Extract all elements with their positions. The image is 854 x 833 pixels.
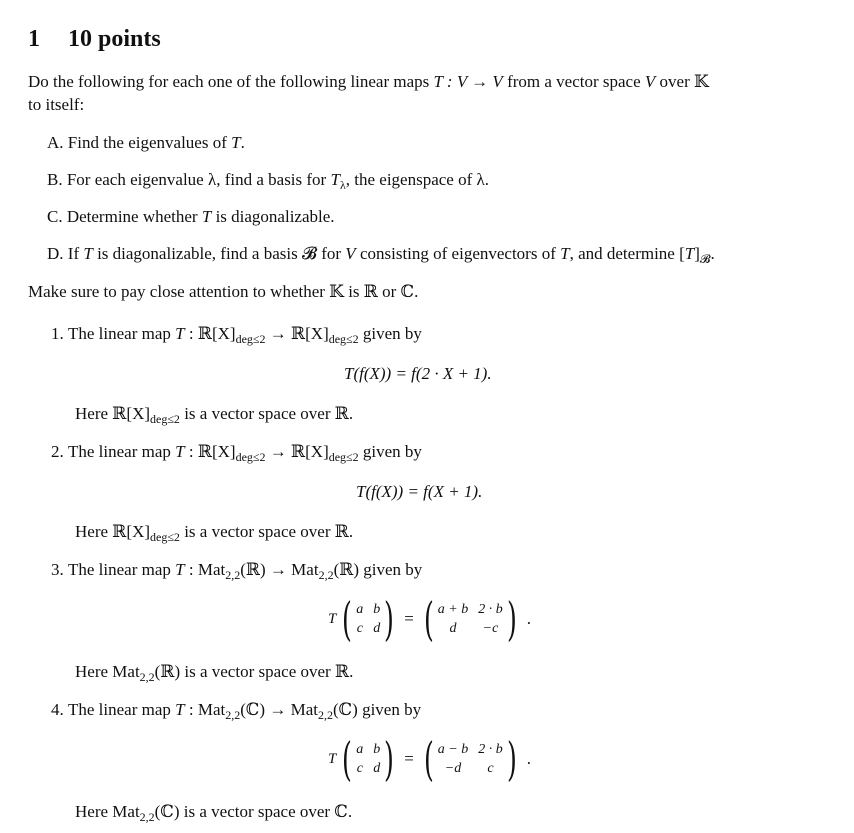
task-text: is diagonalizable.: [211, 207, 335, 226]
task-a: [47, 133, 245, 153]
rhs-matrix: [438, 600, 503, 638]
map-symbol: T: [175, 442, 185, 461]
problem-number: 2.: [51, 442, 64, 461]
task-label: A.: [47, 133, 64, 152]
left-paren: (: [423, 732, 434, 786]
codomain-text: (ℝ) → Mat: [240, 560, 319, 579]
right-paren: ): [506, 592, 517, 646]
intro-line-2: to itself:: [28, 95, 85, 114]
matrix-entry: a: [356, 602, 364, 617]
matrix-entry: −d: [444, 761, 462, 776]
task-label: D.: [47, 244, 64, 263]
problem-1-note: [75, 404, 353, 424]
dimension-subscript: 2,2: [225, 708, 241, 722]
note-text: (ℂ) is a vector space over ℂ.: [154, 802, 353, 821]
map-notation: T : V → V: [433, 72, 503, 91]
degree-subscript: deg≤2: [328, 450, 359, 464]
rhs-matrix: [438, 740, 503, 778]
dimension-subscript: 2,2: [139, 670, 155, 684]
problem-3-note: [75, 662, 353, 682]
problem-number: 1.: [51, 324, 64, 343]
note-text: Here ℝ[X]: [75, 522, 151, 541]
domain-text: : ℝ[X]: [184, 442, 236, 461]
problem-4-matrix-equation: [328, 732, 537, 786]
vector-space-symbol: V: [644, 72, 656, 91]
task-text: Find the eigenvalues of: [67, 133, 232, 152]
problem-text: The linear map: [68, 560, 176, 579]
problem-text: The linear map: [68, 324, 176, 343]
note-text: (ℝ) is a vector space over ℝ.: [154, 662, 354, 681]
domain-text: : Mat: [184, 560, 226, 579]
problem-number: 4.: [51, 700, 64, 719]
problem-text: given by: [358, 324, 422, 343]
problem-text: (ℝ) given by: [333, 560, 423, 579]
matrix-entry: d: [373, 761, 381, 776]
map-symbol: T: [231, 133, 241, 152]
codomain-text: → ℝ[X]: [265, 324, 329, 343]
problem-4-note: [75, 802, 352, 822]
degree-subscript: deg≤2: [235, 450, 266, 464]
map-symbol: T: [175, 324, 185, 343]
degree-subscript: deg≤2: [150, 412, 180, 426]
matrix-entry: c: [487, 761, 494, 776]
map-symbol: T: [175, 560, 185, 579]
task-text: , the eigenspace of λ.: [345, 170, 490, 189]
note-text: Here Mat: [75, 662, 140, 681]
lhs-matrix: [356, 600, 380, 638]
right-paren: ): [506, 732, 517, 786]
basis-subscript: 𝓑: [699, 252, 711, 266]
matrix-entry: 2 · b: [478, 742, 503, 757]
note-text: is a vector space over ℝ.: [179, 522, 354, 541]
map-symbol: T: [328, 610, 337, 627]
task-d: [47, 244, 715, 264]
degree-subscript: deg≤2: [150, 530, 180, 544]
map-symbol: T: [83, 244, 93, 263]
matrix-entry: a + b: [437, 602, 469, 617]
task-label: C.: [47, 207, 63, 226]
note-text: is a vector space over ℝ.: [179, 404, 354, 423]
note-text: Here ℝ[X]: [75, 404, 151, 423]
matrix-entry: c: [356, 621, 363, 636]
vector-space-symbol: V: [345, 244, 356, 263]
lhs-matrix: [356, 740, 380, 778]
equals-sign: =: [404, 749, 414, 768]
eigenvalue-subscript: λ: [339, 178, 346, 192]
problem-number: 3.: [51, 560, 64, 579]
problem-2-note: [75, 522, 353, 542]
domain-text: : Mat: [184, 700, 226, 719]
codomain-text: → ℝ[X]: [265, 442, 329, 461]
map-symbol: T: [201, 207, 212, 226]
map-symbol: T: [328, 750, 337, 767]
problem-3-statement: [51, 560, 422, 580]
matrix-entry: 2 · b: [478, 602, 503, 617]
problem-3-matrix-equation: [328, 592, 537, 646]
task-label: B.: [47, 170, 63, 189]
domain-text: : ℝ[X]: [184, 324, 236, 343]
field-note: Make sure to pay close attention to whether 𝕂 is ℝ or ℂ.: [28, 282, 419, 301]
note-text: Here Mat: [75, 802, 140, 821]
problem-text: given by: [358, 442, 422, 461]
matrix-entry: c: [356, 761, 363, 776]
left-paren: (: [423, 592, 434, 646]
task-text: .: [710, 244, 715, 263]
left-paren: (: [342, 592, 353, 646]
task-text: is diagonalizable, find a basis 𝓑 for: [92, 244, 346, 263]
matrix-entry: b: [373, 742, 381, 757]
task-text: Determine whether: [66, 207, 202, 226]
right-paren: ): [384, 592, 395, 646]
task-text: consisting of eigenvectors of: [355, 244, 561, 263]
problem-4-statement: [51, 700, 421, 720]
task-text: For each eigenvalue λ, find a basis for: [66, 170, 331, 189]
task-b: [47, 170, 489, 190]
dimension-subscript: 2,2: [318, 568, 334, 582]
degree-subscript: deg≤2: [235, 332, 266, 346]
problem-text: The linear map: [68, 700, 176, 719]
section-heading: [28, 26, 161, 53]
section-number: 1: [28, 26, 40, 52]
equals-sign: =: [404, 609, 414, 628]
map-symbol: T: [175, 700, 185, 719]
matrix-entry: −c: [482, 621, 499, 636]
map-symbol: T: [560, 244, 570, 263]
dimension-subscript: 2,2: [317, 708, 333, 722]
intro-line-1: [28, 72, 709, 92]
problem-2-formula: T(f(X)) = f(X + 1).: [356, 482, 483, 501]
map-symbol: T: [684, 244, 695, 263]
problem-1-statement: [51, 324, 422, 344]
intro-text: over 𝕂: [655, 72, 709, 91]
problem-1-formula: T(f(X)) = f(2 · X + 1).: [344, 364, 492, 383]
map-symbol: T: [330, 170, 340, 189]
dimension-subscript: 2,2: [225, 568, 241, 582]
task-text: , and determine [: [569, 244, 685, 263]
problem-2-statement: [51, 442, 422, 462]
section-title: 10 points: [68, 26, 161, 52]
task-text: If: [67, 244, 84, 263]
task-c: [47, 207, 335, 227]
problem-text: (ℂ) given by: [332, 700, 422, 719]
period: .: [526, 609, 531, 628]
right-paren: ): [384, 732, 395, 786]
period: .: [526, 749, 531, 768]
degree-subscript: deg≤2: [328, 332, 359, 346]
left-paren: (: [342, 732, 353, 786]
task-text: ]: [694, 244, 700, 263]
matrix-entry: b: [373, 602, 381, 617]
intro-text: from a vector space: [502, 72, 645, 91]
matrix-entry: a: [356, 742, 364, 757]
dimension-subscript: 2,2: [139, 810, 155, 824]
matrix-entry: d: [373, 621, 381, 636]
intro-text: Do the following for each one of the following linear maps: [28, 72, 434, 91]
matrix-entry: a − b: [437, 742, 469, 757]
task-text: .: [240, 133, 245, 152]
matrix-entry: d: [449, 621, 457, 636]
problem-text: The linear map: [68, 442, 176, 461]
codomain-text: (ℂ) → Mat: [240, 700, 318, 719]
